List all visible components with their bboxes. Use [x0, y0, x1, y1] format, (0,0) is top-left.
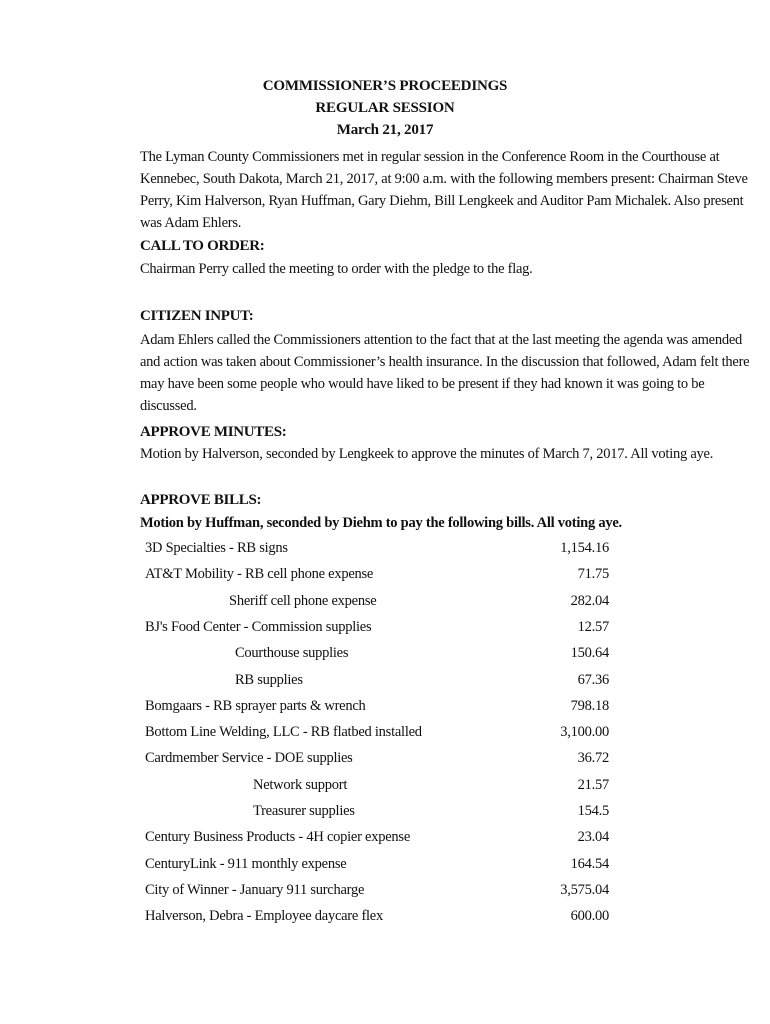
citizen-input-text: Adam Ehlers called the Commissioners attention to the fact that at the last meeting the agenda was amended and action was taken about Commissioner’s health insurance. In the discussion that followed, Adam felt there may have been some people who would have liked to be present if they had known it was going to be discussed.	[140, 332, 750, 414]
call-to-order-text: Chairman Perry called the meeting to order with the pledge to the flag.	[140, 261, 533, 277]
bill-description: City of Winner - January 911 surcharge	[145, 881, 365, 898]
bill-row	[145, 882, 609, 904]
bill-amount: 12.57	[577, 618, 609, 635]
bill-amount: 154.5	[577, 803, 609, 819]
bill-row	[145, 908, 609, 930]
bill-description: RB supplies	[235, 671, 303, 688]
session-type: REGULAR SESSION	[315, 100, 455, 116]
bill-amount: 3,575.04	[560, 881, 609, 898]
bill-row	[145, 724, 609, 746]
approve-minutes-text: Motion by Halverson, seconded by Lengkeek to approve the minutes of March 7, 2017. All voting aye.	[140, 446, 714, 462]
bill-row	[145, 803, 609, 825]
bill-amount: 71.75	[577, 566, 609, 583]
call-to-order-heading: CALL TO ORDER:	[140, 238, 265, 254]
approve-bills-heading: APPROVE BILLS:	[140, 492, 262, 508]
bill-description: Treasurer supplies	[253, 803, 355, 819]
bill-row	[145, 540, 609, 562]
bill-description: Bottom Line Welding, LLC - RB flatbed installed	[145, 724, 422, 741]
bill-row	[145, 566, 609, 588]
bill-description: Courthouse supplies	[235, 645, 349, 662]
bill-row	[145, 856, 609, 878]
bill-amount: 67.36	[577, 671, 609, 688]
bill-amount: 282.04	[570, 592, 609, 609]
document-title: COMMISSIONER’S PROCEEDINGS	[262, 78, 508, 94]
approve-minutes-heading: APPROVE MINUTES:	[140, 424, 287, 440]
approve-bills-motion: Motion by Huffman, seconded by Diehm to pay the following bills. All voting aye.	[140, 515, 622, 531]
bill-row	[145, 593, 609, 615]
bill-amount: 36.72	[577, 750, 609, 767]
bill-amount: 23.04	[577, 829, 609, 846]
bill-row	[145, 750, 609, 772]
bill-amount: 3,100.00	[560, 724, 609, 741]
bill-description: 3D Specialties - RB signs	[145, 540, 288, 556]
bill-description: Century Business Products - 4H copier expense	[145, 829, 411, 846]
bill-description: Halverson, Debra - Employee daycare flex	[145, 908, 383, 925]
bill-amount: 150.64	[570, 645, 609, 662]
bill-row	[145, 777, 609, 799]
bill-description: AT&T Mobility - RB cell phone expense	[145, 566, 374, 583]
meeting-date: March 21, 2017	[336, 122, 434, 138]
bill-row	[145, 698, 609, 720]
bill-amount: 21.57	[577, 776, 609, 793]
intro-paragraph: The Lyman County Commissioners met in regular session in the Conference Room in the Courthouse at Kennebec, South Dakota, March 21, 2017, at 9:00 a.m. with the following members present: Chairman Steve Perry, Kim Halverson, Ryan Huffman, Gary Diehm, Bill Lengkeek and Auditor Pam Michalek. Also present was Adam Ehlers.	[140, 149, 748, 231]
bill-row	[145, 672, 609, 694]
bill-amount: 600.00	[570, 908, 609, 925]
bill-description: CenturyLink - 911 monthly expense	[145, 855, 347, 872]
bill-description: Cardmember Service - DOE supplies	[145, 750, 353, 767]
bill-row	[145, 645, 609, 667]
bill-amount: 1,154.16	[560, 540, 609, 556]
bill-description: BJ's Food Center - Commission supplies	[145, 618, 372, 635]
bill-amount: 164.54	[570, 855, 609, 872]
bill-amount: 798.18	[570, 697, 609, 714]
bill-row	[145, 619, 609, 641]
bill-description: Sheriff cell phone expense	[229, 592, 377, 609]
bill-row	[145, 829, 609, 851]
bill-description: Bomgaars - RB sprayer parts & wrench	[145, 697, 366, 714]
bill-description: Network support	[253, 776, 348, 793]
citizen-input-heading: CITIZEN INPUT:	[140, 308, 254, 324]
